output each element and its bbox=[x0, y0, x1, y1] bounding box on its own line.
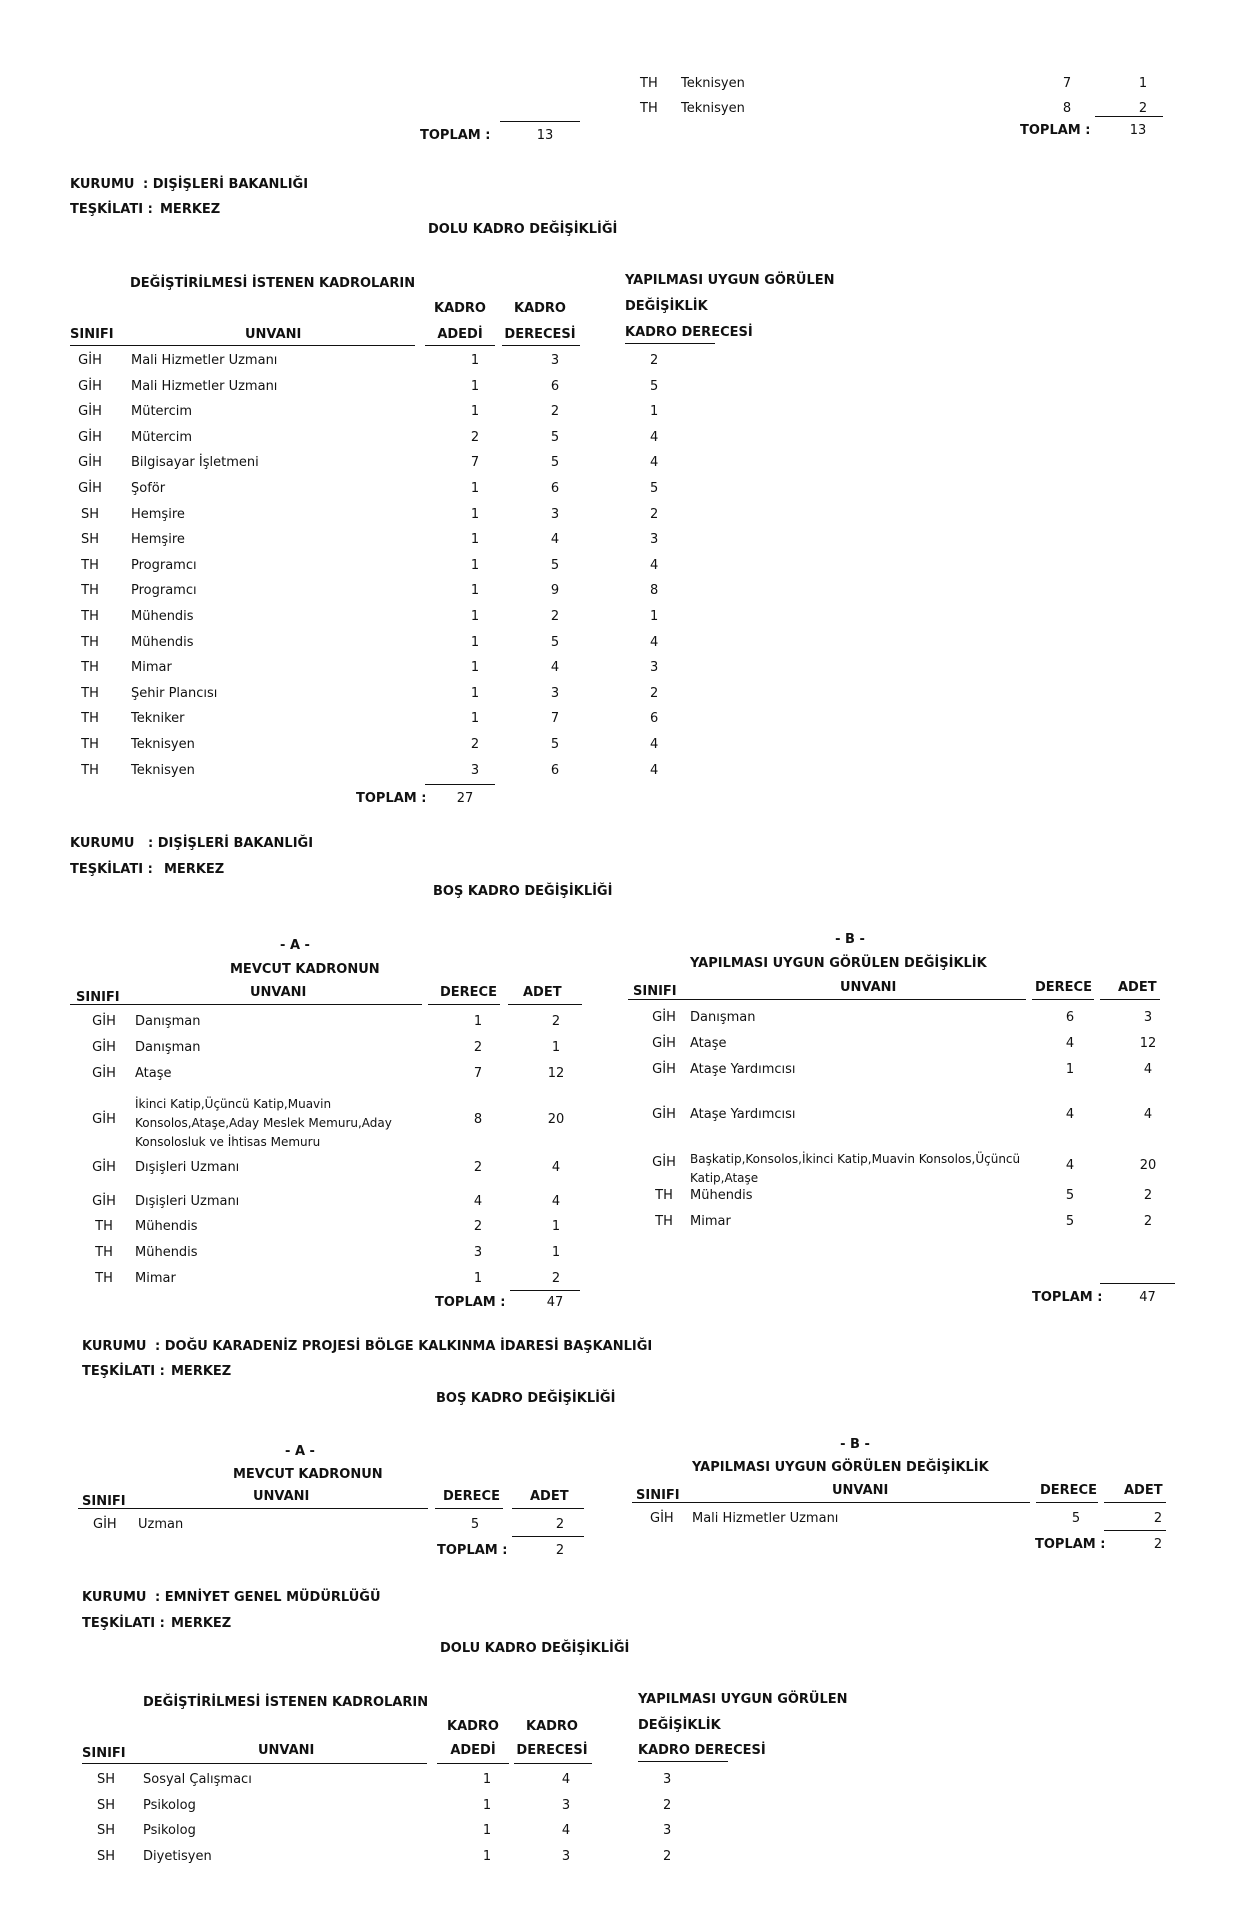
table-row-sinifi: GİH bbox=[652, 1107, 676, 1122]
table-row-new-derece: 4 bbox=[650, 634, 659, 650]
table-row-adedi: 1 bbox=[470, 353, 480, 368]
table-row-adedi: 1 bbox=[470, 609, 480, 624]
s2-b-heading: YAPILMASI UYGUN GÖRÜLEN DEĞİŞİKLİK bbox=[690, 956, 987, 971]
table-row-unvani: İkinci Katip,Üçüncü Katip,Muavin Konsolos,Ataşe,Aday Meslek Memuru,Aday Konsolosluk ve İhtisas Memuru bbox=[135, 1097, 392, 1149]
table-row-adedi: 1 bbox=[470, 404, 480, 420]
table-row-sinifi: TH bbox=[81, 711, 99, 727]
table-row-unvani: Sosyal Çalışmacı bbox=[143, 1772, 252, 1787]
table-row-adet: 20 bbox=[1139, 1158, 1157, 1173]
top-right-total-value: 13 bbox=[1129, 123, 1147, 138]
table-row-sinifi: GİH bbox=[652, 1155, 676, 1170]
s4-title: DOLU KADRO DEĞİŞİKLİĞİ bbox=[440, 1641, 630, 1656]
s2-b-col-unvani: UNVANI bbox=[840, 980, 897, 995]
s3-b-header-rule bbox=[632, 1502, 1030, 1503]
table-row-unvani: Mühendis bbox=[131, 609, 194, 624]
s4-right-heading-2: DEĞİŞİKLİK bbox=[638, 1718, 721, 1733]
top-left-total-value: 13 bbox=[536, 128, 554, 143]
s2-a-total-label: TOPLAM : bbox=[435, 1295, 506, 1310]
s2-a-col-sinifi: SINIFI bbox=[76, 990, 120, 1005]
table-row-adedi: 1 bbox=[470, 634, 480, 650]
table-row-sinifi: GİH bbox=[78, 404, 102, 420]
table-row-sinifi: GİH bbox=[92, 1014, 116, 1029]
s3-a-total-label: TOPLAM : bbox=[437, 1543, 508, 1558]
s3-kurumu-label: KURUMU bbox=[82, 1339, 147, 1354]
top-row-sinifi: TH bbox=[640, 76, 658, 91]
table-row-unvani: Mali Hizmetler Uzmanı bbox=[131, 378, 278, 394]
table-row-new-derece: 2 bbox=[650, 685, 659, 701]
s4-col-new: KADRO DERECESİ bbox=[638, 1743, 766, 1758]
table-row-derecesi: 4 bbox=[550, 660, 560, 676]
table-row-unvani: Şehir Plancısı bbox=[131, 685, 218, 701]
table-row-sinifi: TH bbox=[81, 685, 99, 701]
table-row-sinifi: TH bbox=[95, 1245, 113, 1260]
table-row-sinifi: GİH bbox=[92, 1112, 116, 1127]
s1-header-rule-left bbox=[70, 345, 415, 346]
table-row-derece: 2 bbox=[473, 1040, 483, 1055]
table-row-adedi: 1 bbox=[482, 1848, 492, 1864]
table-row-unvani: Hemşire bbox=[131, 532, 185, 548]
s3-a-heading: MEVCUT KADRONUN bbox=[233, 1467, 383, 1482]
table-row-derecesi: 4 bbox=[561, 1772, 571, 1787]
table-row-derecesi: 7 bbox=[550, 711, 560, 727]
table-row-adet: 1 bbox=[551, 1219, 561, 1234]
table-row-derece: 1 bbox=[473, 1014, 483, 1029]
table-row-new-derece: 3 bbox=[663, 1823, 672, 1838]
s4-teskilati-label: TEŞKİLATI : bbox=[82, 1616, 165, 1631]
table-row-sinifi: TH bbox=[81, 762, 99, 778]
table-row-sinifi: SH bbox=[96, 1848, 116, 1864]
s3-teskilati: MERKEZ bbox=[171, 1364, 232, 1379]
table-row-adet: 4 bbox=[551, 1160, 561, 1175]
s4-header-rule-new bbox=[638, 1761, 728, 1762]
s1-col-new: KADRO DERECESİ bbox=[625, 325, 753, 340]
table-row-derecesi: 3 bbox=[550, 506, 560, 522]
table-row-sinifi: SH bbox=[80, 532, 100, 548]
top-row-adet: 2 bbox=[1138, 101, 1148, 116]
table-row-unvani: Bilgisayar İşletmeni bbox=[131, 455, 259, 471]
s2-teskilati-label: TEŞKİLATI : bbox=[70, 862, 153, 877]
table-row-sinifi: SH bbox=[96, 1772, 116, 1787]
table-row-derece: 5 bbox=[1065, 1214, 1075, 1229]
s1-header-rule-new bbox=[625, 343, 715, 344]
table-row-adet: 4 bbox=[1143, 1107, 1153, 1122]
table-row-derece: 7 bbox=[473, 1066, 483, 1081]
s1-col-unvani: UNVANI bbox=[245, 327, 302, 342]
table-row-sinifi: GİH bbox=[78, 353, 102, 368]
table-row-new-derece: 3 bbox=[650, 660, 659, 676]
table-row-unvani: Hemşire bbox=[131, 506, 185, 522]
s1-header-rule-adedi bbox=[425, 345, 495, 346]
s1-right-heading-1: YAPILMASI UYGUN GÖRÜLEN bbox=[625, 273, 835, 288]
s2-b-marker: - B - bbox=[835, 932, 865, 947]
s2-a-header-rule-adet bbox=[508, 1004, 582, 1005]
table-row-unvani: Mühendis bbox=[135, 1219, 198, 1234]
table-row-adedi: 3 bbox=[470, 762, 480, 778]
table-row-unvani: Dışişleri Uzmanı bbox=[135, 1160, 240, 1175]
s3-a-row-derece: 5 bbox=[470, 1517, 480, 1532]
table-row-derecesi: 3 bbox=[561, 1797, 571, 1813]
table-row-unvani: Mimar bbox=[135, 1271, 176, 1286]
table-row-sinifi: GİH bbox=[92, 1194, 116, 1209]
s1-left-heading: DEĞİŞTİRİLMESİ İSTENEN KADROLARIN bbox=[130, 276, 416, 291]
table-row-adet: 12 bbox=[1139, 1036, 1157, 1051]
s1-title: DOLU KADRO DEĞİŞİKLİĞİ bbox=[428, 222, 618, 237]
table-row-new-derece: 6 bbox=[650, 711, 659, 727]
s3-b-row-unvani: Mali Hizmetler Uzmanı bbox=[692, 1511, 839, 1526]
table-row-sinifi: GİH bbox=[652, 1062, 676, 1077]
s3-a-header-rule bbox=[78, 1508, 428, 1509]
table-row-adedi: 2 bbox=[470, 429, 480, 445]
table-row-derecesi: 5 bbox=[550, 737, 560, 752]
table-row-adedi: 1 bbox=[470, 481, 480, 496]
table-row-derecesi: 4 bbox=[550, 532, 560, 548]
s2-a-header-rule-derece bbox=[428, 1004, 500, 1005]
table-row-derece: 4 bbox=[1065, 1107, 1075, 1122]
s1-right-heading-2: DEĞİŞİKLİK bbox=[625, 299, 708, 314]
table-row-unvani: Psikolog bbox=[143, 1797, 196, 1813]
table-row-unvani: Psikolog bbox=[143, 1823, 196, 1838]
s1-col-adedi: ADEDİ bbox=[437, 327, 483, 342]
s2-b-col-derece: DERECE bbox=[1035, 980, 1092, 995]
s2-b-total-label: TOPLAM : bbox=[1032, 1290, 1103, 1305]
s2-kurumu-label: KURUMU bbox=[70, 836, 135, 851]
table-row-sinifi: TH bbox=[655, 1188, 673, 1203]
table-row-unvani: Mühendis bbox=[135, 1245, 198, 1260]
table-row-new-derece: 2 bbox=[650, 353, 659, 368]
s4-header-rule-derecesi bbox=[514, 1763, 592, 1764]
s1-col-derecesi: DERECESİ bbox=[504, 327, 576, 342]
s4-teskilati: MERKEZ bbox=[171, 1616, 232, 1631]
s2-a-header-rule bbox=[70, 1004, 422, 1005]
s3-b-col-unvani: UNVANI bbox=[832, 1483, 889, 1498]
s2-b-header-rule bbox=[628, 999, 1026, 1000]
table-row-adedi: 7 bbox=[470, 455, 480, 471]
table-row-new-derece: 2 bbox=[663, 1797, 672, 1813]
s1-kurumu: : DIŞİŞLERİ BAKANLIĞI bbox=[143, 177, 309, 192]
table-row-sinifi: TH bbox=[81, 634, 99, 650]
table-row-sinifi: GİH bbox=[78, 455, 102, 471]
table-row-adedi: 1 bbox=[470, 532, 480, 548]
s3-b-row-adet: 2 bbox=[1153, 1511, 1163, 1526]
table-row-derecesi: 6 bbox=[550, 481, 560, 496]
table-row-adedi: 1 bbox=[482, 1772, 492, 1787]
s2-teskilati: MERKEZ bbox=[164, 862, 225, 877]
s2-title: BOŞ KADRO DEĞİŞİKLİĞİ bbox=[433, 884, 613, 899]
table-row-unvani: Ataşe bbox=[690, 1036, 727, 1051]
table-row-sinifi: GİH bbox=[652, 1010, 676, 1025]
s1-teskilati: MERKEZ bbox=[160, 202, 221, 217]
table-row-adet: 4 bbox=[1143, 1062, 1153, 1077]
table-row-sinifi: TH bbox=[81, 557, 99, 573]
s3-b-total-rule bbox=[1104, 1530, 1166, 1531]
s3-a-row-unvani: Uzman bbox=[138, 1517, 184, 1532]
s2-a-heading: MEVCUT KADRONUN bbox=[230, 962, 380, 977]
table-row-new-derece: 1 bbox=[650, 609, 659, 624]
s1-col-kadro-2: KADRO bbox=[514, 301, 566, 316]
s3-a-col-adet: ADET bbox=[530, 1489, 569, 1504]
table-row-derecesi: 2 bbox=[550, 404, 560, 420]
table-row-new-derece: 2 bbox=[650, 506, 659, 522]
table-row-unvani: Ataşe Yardımcısı bbox=[690, 1062, 796, 1077]
top-left-total-rule bbox=[500, 121, 580, 122]
table-row-unvani: Başkatip,Konsolos,İkinci Katip,Muavin Konsolos,Üçüncü Katip,Ataşe bbox=[690, 1152, 1021, 1185]
table-row-sinifi: GİH bbox=[92, 1040, 116, 1055]
s3-b-header-rule-adet bbox=[1104, 1502, 1166, 1503]
s3-b-header-rule-derece bbox=[1036, 1502, 1098, 1503]
s3-a-total-value: 2 bbox=[555, 1543, 565, 1558]
table-row-new-derece: 8 bbox=[650, 583, 659, 599]
table-row-unvani: Tekniker bbox=[131, 711, 185, 727]
table-row-new-derece: 4 bbox=[650, 557, 659, 573]
table-row-sinifi: GİH bbox=[652, 1036, 676, 1051]
table-row-new-derece: 4 bbox=[650, 429, 659, 445]
s1-total-rule bbox=[425, 784, 495, 785]
s3-a-header-rule-adet bbox=[512, 1508, 584, 1509]
table-row-new-derece: 5 bbox=[650, 378, 659, 394]
s4-col-kadro-2: KADRO bbox=[526, 1719, 578, 1734]
table-row-unvani: Mimar bbox=[131, 660, 172, 676]
table-row-derece: 5 bbox=[1065, 1188, 1075, 1203]
s3-kurumu: : DOĞU KARADENİZ PROJESİ BÖLGE KALKINMA İDARESİ BAŞKANLIĞI bbox=[155, 1339, 653, 1354]
table-row-sinifi: SH bbox=[96, 1823, 116, 1838]
s4-col-unvani: UNVANI bbox=[258, 1743, 315, 1758]
table-row-sinifi: TH bbox=[81, 609, 99, 624]
s3-title: BOŞ KADRO DEĞİŞİKLİĞİ bbox=[436, 1391, 616, 1406]
table-row-adet: 1 bbox=[551, 1245, 561, 1260]
table-row-new-derece: 5 bbox=[650, 481, 659, 496]
s3-a-header-rule-derece bbox=[435, 1508, 503, 1509]
s3-a-row-adet: 2 bbox=[555, 1517, 565, 1532]
top-row-adet: 1 bbox=[1138, 76, 1148, 91]
table-row-sinifi: GİH bbox=[78, 378, 102, 394]
table-row-new-derece: 4 bbox=[650, 455, 659, 471]
table-row-unvani: Mühendis bbox=[690, 1188, 753, 1203]
table-row-adedi: 1 bbox=[470, 583, 480, 599]
table-row-derecesi: 2 bbox=[550, 609, 560, 624]
s1-col-kadro-1: KADRO bbox=[434, 301, 486, 316]
table-row-adet: 2 bbox=[1143, 1214, 1153, 1229]
table-row-adedi: 1 bbox=[482, 1823, 492, 1838]
table-row-unvani: Ataşe Yardımcısı bbox=[690, 1107, 796, 1122]
s3-a-total-rule bbox=[512, 1536, 584, 1537]
s3-a-marker: - A - bbox=[285, 1444, 315, 1459]
table-row-sinifi: TH bbox=[81, 660, 99, 676]
table-row-unvani: Danışman bbox=[135, 1040, 201, 1055]
table-row-sinifi: TH bbox=[81, 737, 99, 752]
table-row-sinifi: TH bbox=[95, 1219, 113, 1234]
s2-b-total-rule bbox=[1100, 1283, 1175, 1284]
table-row-sinifi: TH bbox=[95, 1271, 113, 1286]
table-row-derece: 4 bbox=[473, 1194, 483, 1209]
table-row-adet: 4 bbox=[551, 1194, 561, 1209]
top-row-sinifi: TH bbox=[640, 101, 658, 116]
table-row-sinifi: GİH bbox=[78, 429, 102, 445]
table-row-new-derece: 2 bbox=[663, 1848, 672, 1864]
table-row-derece: 3 bbox=[473, 1245, 483, 1260]
table-row-adet: 2 bbox=[551, 1014, 561, 1029]
top-right-total-rule bbox=[1095, 116, 1163, 117]
table-row-adedi: 2 bbox=[470, 737, 480, 752]
table-row-derecesi: 9 bbox=[550, 583, 560, 599]
table-row-derecesi: 6 bbox=[550, 762, 560, 778]
table-row-unvani: Dışişleri Uzmanı bbox=[135, 1194, 240, 1209]
table-row-adet: 12 bbox=[547, 1066, 565, 1081]
s3-b-marker: - B - bbox=[840, 1437, 870, 1452]
s2-b-total-value: 47 bbox=[1139, 1290, 1156, 1305]
table-row-sinifi: GİH bbox=[78, 481, 102, 496]
s4-col-kadro-1: KADRO bbox=[447, 1719, 499, 1734]
s4-right-heading-1: YAPILMASI UYGUN GÖRÜLEN bbox=[638, 1692, 848, 1707]
table-row-new-derece: 1 bbox=[650, 404, 659, 420]
table-row-adedi: 1 bbox=[470, 711, 480, 727]
s3-a-row-sinifi: GİH bbox=[93, 1517, 117, 1532]
table-row-unvani: Mimar bbox=[690, 1214, 731, 1229]
table-row-adet: 2 bbox=[1143, 1188, 1153, 1203]
s4-col-derecesi: DERECESİ bbox=[516, 1743, 588, 1758]
s2-a-col-derece: DERECE bbox=[440, 985, 497, 1000]
table-row-derece: 6 bbox=[1065, 1010, 1075, 1025]
table-row-unvani: Mütercim bbox=[131, 404, 193, 420]
table-row-derece: 2 bbox=[473, 1160, 483, 1175]
table-row-unvani: Ataşe bbox=[135, 1066, 172, 1081]
top-row-derece: 8 bbox=[1062, 101, 1072, 116]
table-row-unvani: Mali Hizmetler Uzmanı bbox=[131, 353, 278, 368]
table-row-adet: 1 bbox=[551, 1040, 561, 1055]
table-row-new-derece: 4 bbox=[650, 737, 659, 752]
s1-col-sinifi: SINIFI bbox=[70, 327, 114, 342]
table-row-adet: 20 bbox=[547, 1112, 565, 1127]
table-row-adet: 3 bbox=[1143, 1010, 1153, 1025]
table-row-sinifi: TH bbox=[81, 583, 99, 599]
s3-b-col-adet: ADET bbox=[1124, 1483, 1163, 1498]
s3-b-heading: YAPILMASI UYGUN GÖRÜLEN DEĞİŞİKLİK bbox=[692, 1460, 989, 1475]
s3-b-row-derece: 5 bbox=[1071, 1511, 1081, 1526]
s2-a-total-rule bbox=[510, 1290, 580, 1291]
table-row-unvani: Programcı bbox=[131, 557, 197, 573]
s2-b-header-rule-adet bbox=[1100, 999, 1160, 1000]
s2-a-col-unvani: UNVANI bbox=[250, 985, 307, 1000]
s4-header-rule-left bbox=[82, 1763, 427, 1764]
s2-b-col-adet: ADET bbox=[1118, 980, 1157, 995]
s3-b-col-derece: DERECE bbox=[1040, 1483, 1097, 1498]
s2-a-marker: - A - bbox=[280, 938, 310, 953]
s4-kurumu-label: KURUMU bbox=[82, 1590, 147, 1605]
s4-header-rule-adedi bbox=[437, 1763, 509, 1764]
s1-total-value: 27 bbox=[456, 791, 474, 806]
table-row-adedi: 1 bbox=[470, 557, 480, 573]
table-row-derecesi: 3 bbox=[550, 685, 560, 701]
table-row-derecesi: 5 bbox=[550, 557, 560, 573]
table-row-derece: 4 bbox=[1065, 1036, 1075, 1051]
table-row-new-derece: 3 bbox=[663, 1772, 672, 1787]
table-row-unvani: Şoför bbox=[131, 481, 166, 496]
top-row-derece: 7 bbox=[1062, 76, 1072, 91]
table-row-sinifi: SH bbox=[96, 1797, 116, 1813]
table-row-derecesi: 5 bbox=[550, 429, 560, 445]
table-row-derecesi: 6 bbox=[550, 378, 560, 394]
table-row-derece: 2 bbox=[473, 1219, 483, 1234]
s2-a-col-adet: ADET bbox=[523, 985, 562, 1000]
top-left-total-label: TOPLAM : bbox=[420, 128, 491, 143]
s4-col-sinifi: SINIFI bbox=[82, 1746, 126, 1761]
s3-teskilati-label: TEŞKİLATI : bbox=[82, 1364, 165, 1379]
table-row-sinifi: GİH bbox=[92, 1160, 116, 1175]
s2-b-header-rule-derece bbox=[1032, 999, 1094, 1000]
s3-b-total-value: 2 bbox=[1153, 1537, 1163, 1552]
table-row-derece: 8 bbox=[473, 1112, 483, 1127]
s3-a-col-derece: DERECE bbox=[443, 1489, 500, 1504]
s3-b-col-sinifi: SINIFI bbox=[636, 1488, 680, 1503]
top-row-unvani: Teknisyen bbox=[681, 101, 745, 116]
s1-header-rule-derecesi bbox=[502, 345, 580, 346]
s2-b-col-sinifi: SINIFI bbox=[633, 984, 677, 999]
table-row-adedi: 1 bbox=[470, 660, 480, 676]
table-row-sinifi: GİH bbox=[92, 1066, 116, 1081]
table-row-new-derece: 3 bbox=[650, 532, 659, 548]
s1-total-label: TOPLAM : bbox=[356, 791, 427, 806]
s3-a-col-unvani: UNVANI bbox=[253, 1489, 310, 1504]
s1-kurumu-label: KURUMU bbox=[70, 177, 135, 192]
s1-teskilati-label: TEŞKİLATI : bbox=[70, 202, 153, 217]
table-row-derecesi: 3 bbox=[561, 1848, 571, 1864]
table-row-sinifi: TH bbox=[655, 1214, 673, 1229]
table-row-unvani: Danışman bbox=[690, 1010, 756, 1025]
s3-b-total-label: TOPLAM : bbox=[1035, 1537, 1106, 1552]
table-row-derecesi: 4 bbox=[561, 1823, 571, 1838]
table-row-derece: 1 bbox=[473, 1271, 483, 1286]
table-row-unvani: Teknisyen bbox=[131, 737, 195, 752]
table-row-derece: 1 bbox=[1065, 1062, 1075, 1077]
s3-a-col-sinifi: SINIFI bbox=[82, 1494, 126, 1509]
table-row-unvani: Programcı bbox=[131, 583, 197, 599]
s4-left-heading: DEĞİŞTİRİLMESİ İSTENEN KADROLARIN bbox=[143, 1695, 429, 1710]
s4-col-adedi: ADEDİ bbox=[450, 1743, 496, 1758]
s4-kurumu: : EMNİYET GENEL MÜDÜRLÜĞÜ bbox=[155, 1590, 381, 1605]
table-row-unvani: Diyetisyen bbox=[143, 1848, 212, 1864]
table-row-unvani: Teknisyen bbox=[131, 762, 195, 778]
table-row-adedi: 1 bbox=[482, 1797, 492, 1813]
table-row-unvani: Mütercim bbox=[131, 429, 193, 445]
top-right-total-label: TOPLAM : bbox=[1020, 123, 1091, 138]
table-row-derecesi: 5 bbox=[550, 634, 560, 650]
table-row-new-derece: 4 bbox=[650, 762, 659, 778]
table-row-adet: 2 bbox=[551, 1271, 561, 1286]
s2-a-total-value: 47 bbox=[546, 1295, 564, 1310]
table-row-adedi: 1 bbox=[470, 685, 480, 701]
table-row-derecesi: 5 bbox=[550, 455, 560, 471]
table-row-sinifi: SH bbox=[80, 506, 100, 522]
table-row-adedi: 1 bbox=[470, 506, 480, 522]
table-row-adedi: 1 bbox=[470, 378, 480, 394]
s2-kurumu: : DIŞİŞLERİ BAKANLIĞI bbox=[148, 836, 314, 851]
table-row-derece: 4 bbox=[1065, 1158, 1075, 1173]
table-row-derecesi: 3 bbox=[550, 353, 560, 368]
top-row-unvani: Teknisyen bbox=[681, 76, 745, 91]
s3-b-row-sinifi: GİH bbox=[650, 1511, 674, 1526]
table-row-unvani: Mühendis bbox=[131, 634, 194, 650]
table-row-unvani: Danışman bbox=[135, 1014, 201, 1029]
